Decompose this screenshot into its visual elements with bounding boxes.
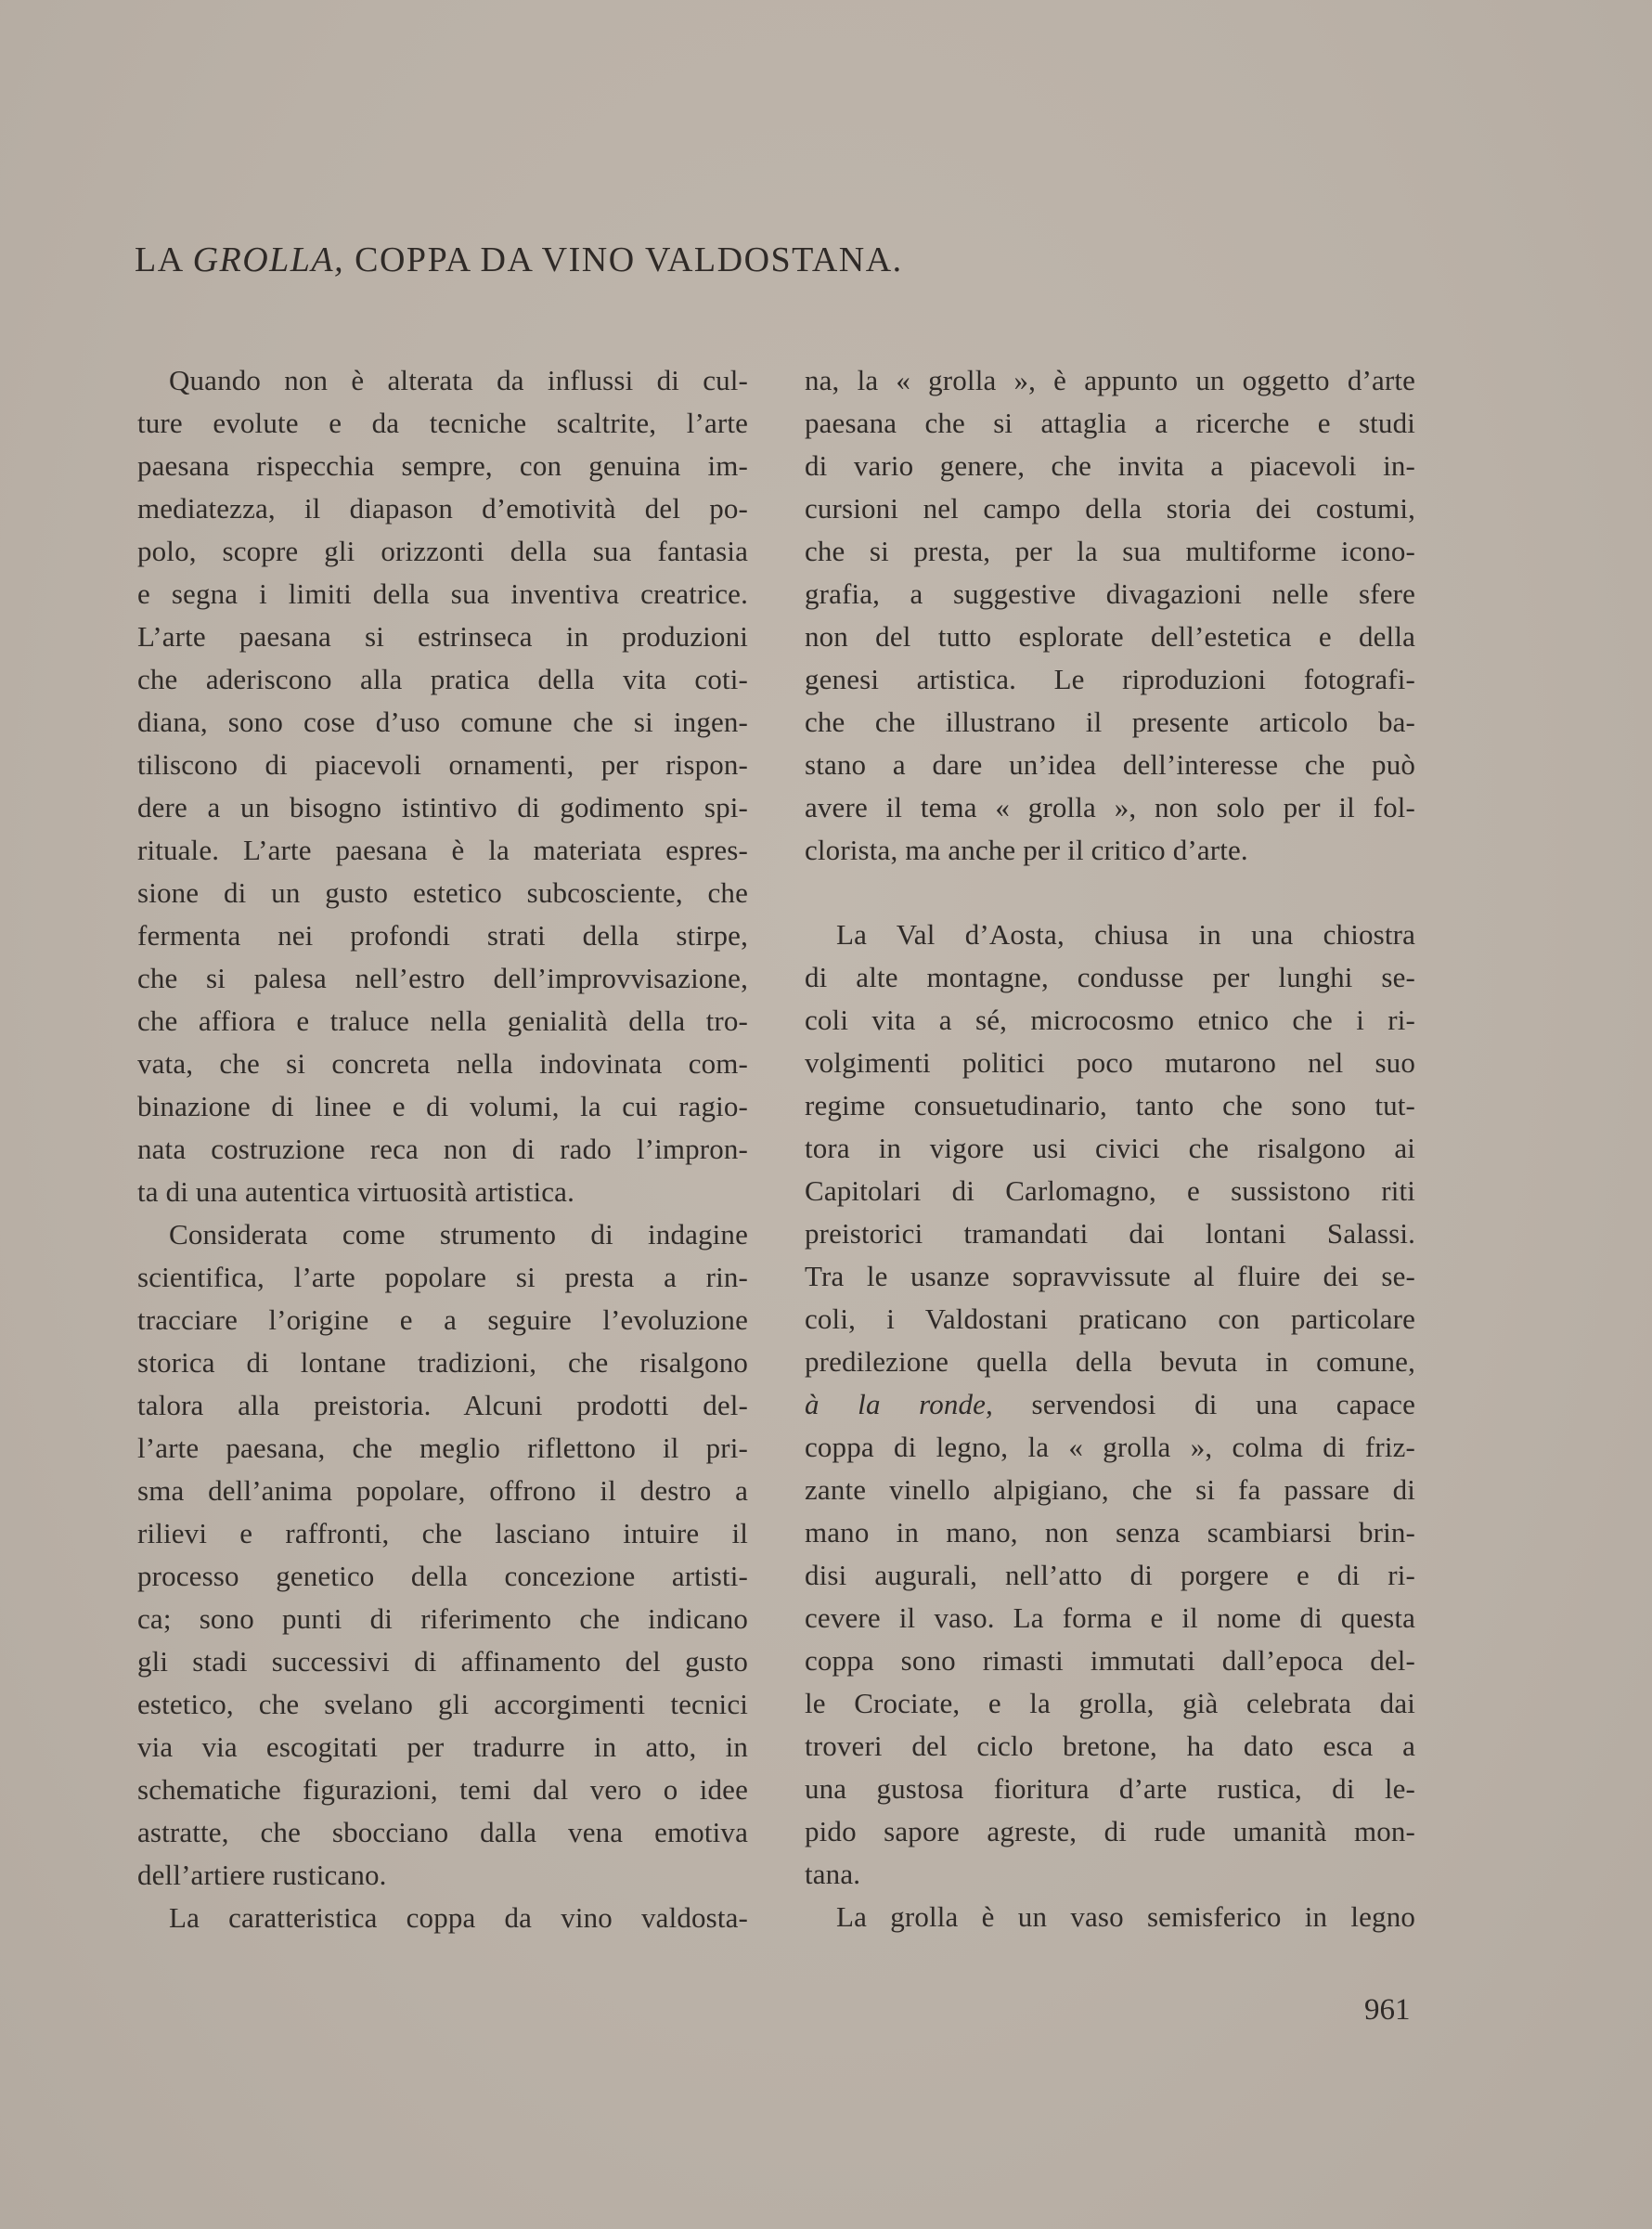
- text-line: che si palesa nell’estro dell’improvvisazione,: [137, 962, 748, 994]
- text-line-rest: servendosi di una capace: [1031, 1388, 1415, 1420]
- text-line: di alte montagne, condusse per lunghi se-: [805, 961, 1415, 993]
- text-line: predilezione quella della bevuta in comune,: [805, 1345, 1415, 1378]
- text-line: mano in mano, non senza scambiarsi brin-: [805, 1516, 1415, 1549]
- article-title: [135, 240, 903, 280]
- text-line: coli, i Valdostani praticano con particolare: [805, 1302, 1415, 1335]
- title-prefix: LA: [135, 240, 193, 279]
- title-italic-word: GROLLA,: [192, 240, 345, 279]
- text-line: grafia, a suggestive divagazioni nelle sfere: [805, 577, 1415, 610]
- text-line: una gustosa fioritura d’arte rustica, di le-: [805, 1772, 1415, 1805]
- italic-phrase: à la ronde,: [805, 1388, 993, 1420]
- text-line: e segna i limiti della sua inventiva creatrice.: [137, 577, 748, 610]
- left-text-column: [137, 359, 748, 1939]
- text-line: ta di una autentica virtuosità artistica.: [137, 1175, 574, 1208]
- text-line: Quando non è alterata da influssi di cul-: [169, 364, 748, 396]
- text-line: dere a un bisogno istintivo di godimento spi-: [137, 791, 748, 823]
- text-line: le Crociate, e la grolla, già celebrata dai: [805, 1687, 1415, 1719]
- text-line: avere il tema « grolla », non solo per il fol-: [805, 791, 1415, 823]
- text-line: schematiche figurazioni, temi dal vero o idee: [137, 1773, 748, 1806]
- text-line: dell’artiere rusticano.: [137, 1859, 387, 1891]
- text-line: stano a dare un’idea dell’interesse che può: [805, 748, 1415, 781]
- text-line: sione di un gusto estetico subcosciente, che: [137, 876, 748, 909]
- page-number: 961: [1364, 1993, 1411, 2027]
- text-line: polo, scopre gli orizzonti della sua fantasia: [137, 535, 748, 567]
- text-line: paesana che si attaglia a ricerche e studi: [805, 407, 1415, 439]
- text-line: processo genetico della concezione artisti-: [137, 1560, 748, 1592]
- text-line: coppa sono rimasti immutati dall’epoca del-: [805, 1644, 1415, 1677]
- text-line: disi augurali, nell’atto di porgere e di ri-: [805, 1559, 1415, 1591]
- text-line: La Val d’Aosta, chiusa in una chiostra: [836, 918, 1415, 951]
- text-line: pido sapore agreste, di rude umanità mon-: [805, 1815, 1415, 1847]
- text-line: di vario genere, che invita a piacevoli in-: [805, 449, 1415, 482]
- text-line: rituale. L’arte paesana è la materiata espres-: [137, 834, 748, 866]
- text-line: volgimenti politici poco mutarono nel suo: [805, 1046, 1415, 1079]
- text-line: cevere il vaso. La forma e il nome di questa: [805, 1601, 1415, 1634]
- text-line: non del tutto esplorate dell’estetica e della: [805, 620, 1415, 653]
- text-line: coli vita a sé, microcosmo etnico che i ri-: [805, 1004, 1415, 1036]
- text-line: talora alla preistoria. Alcuni prodotti del-: [137, 1389, 748, 1421]
- text-line: tana.: [805, 1858, 861, 1890]
- text-line: [805, 1383, 1415, 1426]
- text-line: tiliscono di piacevoli ornamenti, per rispon-: [137, 748, 748, 781]
- text-line: tora in vigore usi civici che risalgono ai: [805, 1132, 1415, 1164]
- text-line: vata, che si concreta nella indovinata com-: [137, 1047, 748, 1080]
- right-text-column: [805, 359, 1415, 1938]
- text-line: Considerata come strumento di indagine: [169, 1218, 748, 1251]
- text-line: storica di lontane tradizioni, che risalgono: [137, 1346, 748, 1379]
- text-line: nata costruzione reca non di rado l’impron-: [137, 1133, 748, 1165]
- text-line: paesana rispecchia sempre, con genuina im-: [137, 449, 748, 482]
- title-suffix: COPPA DA VINO VALDOSTANA.: [344, 240, 903, 279]
- text-line: tracciare l’origine e a seguire l’evoluzione: [137, 1303, 748, 1336]
- text-line: preistorici tramandati dai lontani Salassi.: [805, 1217, 1415, 1250]
- text-line: coppa di legno, la « grolla », colma di friz-: [805, 1431, 1415, 1463]
- text-line: che che illustrano il presente articolo ba-: [805, 706, 1415, 738]
- text-line: La caratteristica coppa da vino valdosta-: [169, 1901, 748, 1934]
- text-line: Tra le usanze sopravvissute al fluire dei se-: [805, 1260, 1415, 1292]
- text-line: fermenta nei profondi strati della stirpe,: [137, 919, 748, 952]
- text-line: binazione di linee e di volumi, la cui ragio-: [137, 1090, 748, 1122]
- text-line: via via escogitati per tradurre in atto, in: [137, 1730, 748, 1763]
- text-line: cursioni nel campo della storia dei costumi,: [805, 492, 1415, 525]
- text-line: che affiora e traluce nella genialità della tro-: [137, 1004, 748, 1037]
- text-line: genesi artistica. Le riproduzioni fotografi-: [805, 663, 1415, 695]
- text-line: gli stadi successivi di affinamento del gusto: [137, 1645, 748, 1678]
- text-line: L’arte paesana si estrinseca in produzioni: [137, 620, 748, 653]
- text-line: ca; sono punti di riferimento che indicano: [137, 1602, 748, 1635]
- text-line: astratte, che sbocciano dalla vena emotiva: [137, 1816, 748, 1848]
- text-line: l’arte paesana, che meglio riflettono il pri-: [137, 1432, 748, 1464]
- text-line: estetico, che svelano gli accorgimenti tecnici: [137, 1688, 748, 1720]
- text-line: rilievi e raffronti, che lasciano intuire il: [137, 1517, 748, 1549]
- text-line: scientifica, l’arte popolare si presta a rin-: [137, 1261, 748, 1293]
- text-line: sma dell’anima popolare, offrono il destro a: [137, 1474, 748, 1507]
- text-line: zante vinello alpigiano, che si fa passare di: [805, 1473, 1415, 1506]
- text-line: La grolla è un vaso semisferico in legno: [836, 1900, 1415, 1933]
- text-line: ture evolute e da tecniche scaltrite, l’arte: [137, 407, 748, 439]
- text-line: clorista, ma anche per il critico d’arte.: [805, 834, 1248, 866]
- text-line: regime consuetudinario, tanto che sono tut-: [805, 1089, 1415, 1121]
- text-line: mediatezza, il diapason d’emotività del po-: [137, 492, 748, 525]
- text-line: diana, sono cose d’uso comune che si ingen-: [137, 706, 748, 738]
- text-line: che aderiscono alla pratica della vita coti-: [137, 663, 748, 695]
- text-line: Capitolari di Carlomagno, e sussistono riti: [805, 1174, 1415, 1207]
- text-line: na, la « grolla », è appunto un oggetto d’arte: [805, 364, 1415, 396]
- text-line: troveri del ciclo bretone, ha dato esca a: [805, 1730, 1415, 1762]
- text-line: che si presta, per la sua multiforme icono-: [805, 535, 1415, 567]
